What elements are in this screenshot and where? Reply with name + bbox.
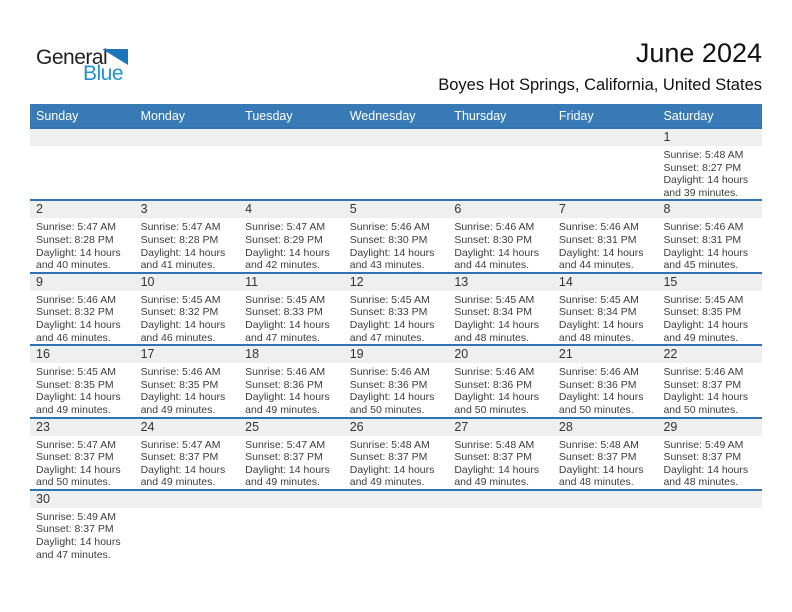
day-detail-line: Daylight: 14 hours <box>245 246 330 259</box>
day-cell-13 <box>448 274 553 344</box>
day-cell-8 <box>657 201 762 271</box>
day-detail-line: Sunrise: 5:46 AM <box>349 366 430 379</box>
day-detail-line: and 44 minutes. <box>558 259 634 272</box>
day-cell-15 <box>657 274 762 344</box>
day-details <box>553 218 658 271</box>
day-number: 8 <box>657 201 762 218</box>
title-block <box>438 38 762 95</box>
day-detail-line: Sunrise: 5:46 AM <box>663 221 744 234</box>
month-title: June 2024 <box>635 38 762 68</box>
day-detail-line: Sunset: 8:33 PM <box>245 306 323 319</box>
day-detail-line: Sunset: 8:28 PM <box>36 233 114 246</box>
day-details <box>344 436 449 489</box>
day-number: 5 <box>344 201 449 218</box>
day-detail-line: and 48 minutes. <box>454 331 530 344</box>
day-number-empty <box>448 129 553 146</box>
day-detail-line: Daylight: 14 hours <box>349 318 435 331</box>
day-details <box>553 146 658 149</box>
day-details <box>553 508 658 511</box>
day-details <box>135 291 240 344</box>
week-row <box>30 127 762 199</box>
day-detail-line: Sunset: 8:37 PM <box>140 451 219 464</box>
day-detail-line: Sunset: 8:32 PM <box>36 306 114 319</box>
day-details <box>30 508 135 561</box>
day-detail-line: and 48 minutes. <box>663 476 739 489</box>
day-cell-14 <box>553 274 658 344</box>
day-details <box>30 218 135 271</box>
weekday-header-row <box>30 104 762 127</box>
weekday-label-monday: Monday <box>140 108 186 123</box>
week-row <box>30 417 762 489</box>
week-row <box>30 489 762 561</box>
day-detail-line: Sunset: 8:35 PM <box>36 378 114 391</box>
day-cell-22 <box>657 346 762 416</box>
day-details <box>30 291 135 344</box>
day-detail-line: Sunrise: 5:45 AM <box>140 293 221 306</box>
weekday-label-friday: Friday <box>558 108 594 123</box>
day-number: 17 <box>135 346 240 363</box>
weekday-label-thursday: Thursday <box>454 108 507 123</box>
day-number: 30 <box>30 491 135 508</box>
day-detail-line: and 47 minutes. <box>36 548 111 561</box>
day-detail-line: and 50 minutes. <box>558 403 634 416</box>
day-detail-line: Sunrise: 5:47 AM <box>36 438 116 451</box>
day-number: 13 <box>448 274 553 291</box>
day-detail-line: Sunset: 8:37 PM <box>349 451 428 464</box>
day-cell-16 <box>30 346 135 416</box>
day-detail-line: and 48 minutes. <box>558 331 634 344</box>
day-cell-9 <box>30 274 135 344</box>
day-number: 27 <box>448 419 553 436</box>
day-details <box>553 291 658 344</box>
day-details <box>30 363 135 416</box>
day-detail-line: Sunset: 8:35 PM <box>663 306 742 319</box>
day-detail-line: Sunrise: 5:45 AM <box>349 293 430 306</box>
weekday-label-tuesday: Tuesday <box>245 108 293 123</box>
empty-day-cell <box>344 129 449 199</box>
day-detail-line: Sunrise: 5:46 AM <box>349 221 430 234</box>
day-details <box>344 508 449 511</box>
weeks-container <box>30 127 762 561</box>
day-detail-line: and 46 minutes. <box>36 331 111 344</box>
day-number: 7 <box>553 201 658 218</box>
empty-day-cell <box>657 491 762 561</box>
day-cell-23 <box>30 419 135 489</box>
day-detail-line: Daylight: 14 hours <box>349 246 435 259</box>
day-number: 15 <box>657 274 762 291</box>
day-detail-line: Sunset: 8:37 PM <box>663 451 742 464</box>
day-details <box>448 508 553 511</box>
day-cell-20 <box>448 346 553 416</box>
day-cell-19 <box>344 346 449 416</box>
day-detail-line: and 40 minutes. <box>36 259 111 272</box>
day-number: 11 <box>239 274 344 291</box>
day-details <box>657 146 762 199</box>
day-cell-29 <box>657 419 762 489</box>
weekday-label-sunday: Sunday <box>36 108 79 123</box>
day-detail-line: and 49 minutes. <box>245 403 320 416</box>
day-detail-line: Sunset: 8:36 PM <box>558 378 637 391</box>
day-detail-line: Sunset: 8:37 PM <box>663 378 742 391</box>
day-detail-line: Sunset: 8:32 PM <box>140 306 219 319</box>
day-details <box>344 146 449 149</box>
day-number: 9 <box>30 274 135 291</box>
day-detail-line: Sunrise: 5:46 AM <box>454 366 535 379</box>
day-detail-line: Daylight: 14 hours <box>140 246 226 259</box>
day-detail-line: Sunrise: 5:46 AM <box>36 293 116 306</box>
day-detail-line: Sunset: 8:29 PM <box>245 233 323 246</box>
day-details <box>657 508 762 511</box>
day-detail-line: and 46 minutes. <box>140 331 216 344</box>
day-number-empty <box>135 129 240 146</box>
empty-day-cell <box>135 491 240 561</box>
day-cell-27 <box>448 419 553 489</box>
day-number: 26 <box>344 419 449 436</box>
day-detail-line: Daylight: 14 hours <box>349 463 435 476</box>
day-details <box>448 363 553 416</box>
day-detail-line: Sunrise: 5:46 AM <box>454 221 535 234</box>
day-detail-line: Daylight: 14 hours <box>454 463 539 476</box>
day-number-empty <box>239 129 344 146</box>
day-detail-line: Sunset: 8:37 PM <box>558 451 637 464</box>
day-detail-line: Sunrise: 5:45 AM <box>245 293 326 306</box>
day-number: 10 <box>135 274 240 291</box>
day-detail-line: and 49 minutes. <box>140 403 216 416</box>
day-details <box>657 436 762 489</box>
day-detail-line: Sunset: 8:31 PM <box>558 233 637 246</box>
day-cell-30 <box>30 491 135 561</box>
day-detail-line: Daylight: 14 hours <box>663 174 749 187</box>
week-row <box>30 344 762 416</box>
day-number-empty <box>344 491 449 508</box>
day-details <box>657 363 762 416</box>
day-detail-line: and 47 minutes. <box>349 331 425 344</box>
day-number: 23 <box>30 419 135 436</box>
calendar-table <box>30 104 762 561</box>
empty-day-cell <box>135 129 240 199</box>
day-details <box>135 218 240 271</box>
day-cell-7 <box>553 201 658 271</box>
day-detail-line: Daylight: 14 hours <box>454 318 539 331</box>
day-detail-line: Sunset: 8:30 PM <box>349 233 428 246</box>
day-number: 22 <box>657 346 762 363</box>
empty-day-cell <box>30 129 135 199</box>
day-detail-line: Daylight: 14 hours <box>454 246 539 259</box>
day-detail-line: Sunset: 8:36 PM <box>454 378 532 391</box>
day-details <box>239 363 344 416</box>
day-number: 19 <box>344 346 449 363</box>
day-detail-line: Daylight: 14 hours <box>36 246 121 259</box>
day-detail-line: and 44 minutes. <box>454 259 530 272</box>
day-cell-2 <box>30 201 135 271</box>
day-details <box>30 146 135 149</box>
day-detail-line: Sunrise: 5:46 AM <box>140 366 221 379</box>
day-detail-line: Sunrise: 5:45 AM <box>663 293 744 306</box>
empty-day-cell <box>239 129 344 199</box>
day-detail-line: Daylight: 14 hours <box>140 318 226 331</box>
day-detail-line: Daylight: 14 hours <box>245 463 330 476</box>
logo-text-general: General <box>36 46 108 69</box>
day-detail-line: and 49 minutes. <box>663 331 739 344</box>
day-detail-line: Sunrise: 5:47 AM <box>140 221 221 234</box>
day-detail-line: Sunset: 8:31 PM <box>663 233 742 246</box>
day-details <box>135 146 240 149</box>
day-detail-line: Sunset: 8:36 PM <box>349 378 428 391</box>
day-detail-line: Sunrise: 5:46 AM <box>558 221 639 234</box>
day-number: 24 <box>135 419 240 436</box>
day-number: 29 <box>657 419 762 436</box>
day-detail-line: Daylight: 14 hours <box>558 463 644 476</box>
day-detail-line: Sunrise: 5:49 AM <box>663 438 744 451</box>
day-details <box>657 291 762 344</box>
day-number: 18 <box>239 346 344 363</box>
day-detail-line: Sunset: 8:37 PM <box>36 523 114 536</box>
day-detail-line: and 39 minutes. <box>663 186 739 199</box>
day-detail-line: Daylight: 14 hours <box>36 318 121 331</box>
day-details <box>344 218 449 271</box>
day-detail-line: Daylight: 14 hours <box>454 391 539 404</box>
day-cell-28 <box>553 419 658 489</box>
day-number: 14 <box>553 274 658 291</box>
day-detail-line: Sunrise: 5:47 AM <box>36 221 116 234</box>
day-number: 28 <box>553 419 658 436</box>
day-number: 2 <box>30 201 135 218</box>
day-details <box>135 363 240 416</box>
day-detail-line: Sunset: 8:37 PM <box>245 451 323 464</box>
day-number-empty <box>344 129 449 146</box>
day-detail-line: Sunset: 8:34 PM <box>558 306 637 319</box>
day-number-empty <box>553 129 658 146</box>
day-cell-26 <box>344 419 449 489</box>
day-details <box>344 363 449 416</box>
day-number: 4 <box>239 201 344 218</box>
day-detail-line: Sunset: 8:34 PM <box>454 306 532 319</box>
empty-day-cell <box>448 491 553 561</box>
day-detail-line: and 43 minutes. <box>349 259 425 272</box>
day-detail-line: Sunrise: 5:46 AM <box>245 366 326 379</box>
day-detail-line: and 50 minutes. <box>454 403 530 416</box>
day-details <box>448 218 553 271</box>
location-subtitle: Boyes Hot Springs, California, United States <box>438 76 762 95</box>
day-details <box>553 363 658 416</box>
empty-day-cell <box>553 491 658 561</box>
day-detail-line: Daylight: 14 hours <box>245 318 330 331</box>
day-detail-line: and 49 minutes. <box>140 476 216 489</box>
day-details <box>657 218 762 271</box>
day-detail-line: and 49 minutes. <box>36 403 111 416</box>
empty-day-cell <box>344 491 449 561</box>
day-number: 25 <box>239 419 344 436</box>
day-cell-6 <box>448 201 553 271</box>
day-number: 16 <box>30 346 135 363</box>
logo-text-blue: Blue <box>83 62 124 85</box>
day-number-empty <box>657 491 762 508</box>
day-number-empty <box>30 129 135 146</box>
day-detail-line: Sunrise: 5:46 AM <box>558 366 639 379</box>
day-detail-line: and 48 minutes. <box>558 476 634 489</box>
day-detail-line: and 45 minutes. <box>663 259 739 272</box>
day-details <box>239 436 344 489</box>
day-detail-line: Daylight: 14 hours <box>349 391 435 404</box>
day-number-empty <box>135 491 240 508</box>
day-number-empty <box>448 491 553 508</box>
day-detail-line: Sunset: 8:30 PM <box>454 233 532 246</box>
day-detail-line: Daylight: 14 hours <box>663 318 749 331</box>
day-cell-18 <box>239 346 344 416</box>
day-detail-line: Sunrise: 5:47 AM <box>245 221 326 234</box>
day-details <box>239 218 344 271</box>
day-detail-line: and 49 minutes. <box>245 476 320 489</box>
day-detail-line: and 50 minutes. <box>349 403 425 416</box>
weekday-label-wednesday: Wednesday <box>349 108 416 123</box>
day-detail-line: Daylight: 14 hours <box>663 463 749 476</box>
day-detail-line: Daylight: 14 hours <box>140 391 226 404</box>
day-detail-line: Sunrise: 5:46 AM <box>663 366 744 379</box>
day-details <box>448 291 553 344</box>
day-detail-line: Sunset: 8:35 PM <box>140 378 219 391</box>
day-detail-line: Sunrise: 5:48 AM <box>454 438 535 451</box>
day-cell-3 <box>135 201 240 271</box>
day-detail-line: Daylight: 14 hours <box>663 391 749 404</box>
day-details <box>239 291 344 344</box>
day-detail-line: Sunset: 8:28 PM <box>140 233 219 246</box>
day-detail-line: Sunrise: 5:49 AM <box>36 510 116 523</box>
empty-day-cell <box>553 129 658 199</box>
day-details <box>239 146 344 149</box>
day-details <box>448 436 553 489</box>
day-detail-line: Sunset: 8:36 PM <box>245 378 323 391</box>
day-detail-line: Sunset: 8:37 PM <box>454 451 532 464</box>
day-detail-line: Sunset: 8:33 PM <box>349 306 428 319</box>
day-number: 20 <box>448 346 553 363</box>
day-detail-line: and 42 minutes. <box>245 259 320 272</box>
week-row <box>30 199 762 271</box>
day-number: 12 <box>344 274 449 291</box>
day-number-empty <box>553 491 658 508</box>
day-detail-line: Daylight: 14 hours <box>558 318 644 331</box>
day-detail-line: Daylight: 14 hours <box>245 391 330 404</box>
day-detail-line: Daylight: 14 hours <box>140 463 226 476</box>
day-detail-line: and 49 minutes. <box>349 476 425 489</box>
week-row <box>30 272 762 344</box>
day-detail-line: Sunrise: 5:47 AM <box>245 438 326 451</box>
day-cell-1 <box>657 129 762 199</box>
day-details <box>344 291 449 344</box>
day-detail-line: Sunrise: 5:48 AM <box>663 149 744 161</box>
day-detail-line: Sunrise: 5:48 AM <box>349 438 430 451</box>
day-detail-line: Sunset: 8:37 PM <box>36 451 114 464</box>
day-cell-11 <box>239 274 344 344</box>
day-detail-line: Sunset: 8:27 PM <box>663 161 742 174</box>
day-cell-5 <box>344 201 449 271</box>
day-detail-line: Daylight: 14 hours <box>663 246 749 259</box>
day-details <box>448 146 553 149</box>
day-detail-line: and 41 minutes. <box>140 259 216 272</box>
day-details <box>239 508 344 511</box>
day-detail-line: Sunrise: 5:47 AM <box>140 438 221 451</box>
empty-day-cell <box>448 129 553 199</box>
day-details <box>135 436 240 489</box>
day-detail-line: Daylight: 14 hours <box>36 536 121 549</box>
day-detail-line: and 47 minutes. <box>245 331 320 344</box>
day-cell-4 <box>239 201 344 271</box>
day-cell-12 <box>344 274 449 344</box>
day-detail-line: Daylight: 14 hours <box>36 391 121 404</box>
day-cell-10 <box>135 274 240 344</box>
day-detail-line: Sunrise: 5:45 AM <box>558 293 639 306</box>
day-cell-17 <box>135 346 240 416</box>
day-detail-line: Sunrise: 5:45 AM <box>454 293 535 306</box>
day-cell-21 <box>553 346 658 416</box>
day-details <box>553 436 658 489</box>
empty-day-cell <box>239 491 344 561</box>
day-cell-25 <box>239 419 344 489</box>
day-detail-line: Daylight: 14 hours <box>558 246 644 259</box>
day-detail-line: and 50 minutes. <box>663 403 739 416</box>
day-details <box>135 508 240 511</box>
day-number: 3 <box>135 201 240 218</box>
day-cell-24 <box>135 419 240 489</box>
day-detail-line: Daylight: 14 hours <box>36 463 121 476</box>
day-number: 6 <box>448 201 553 218</box>
day-detail-line: Sunrise: 5:48 AM <box>558 438 639 451</box>
weekday-label-saturday: Saturday <box>663 108 714 123</box>
day-detail-line: Sunrise: 5:45 AM <box>36 366 116 379</box>
day-number: 1 <box>657 129 762 146</box>
day-detail-line: and 50 minutes. <box>36 476 111 489</box>
general-blue-logo <box>36 46 146 92</box>
day-detail-line: Daylight: 14 hours <box>558 391 644 404</box>
day-number-empty <box>239 491 344 508</box>
day-detail-line: and 49 minutes. <box>454 476 530 489</box>
day-number: 21 <box>553 346 658 363</box>
day-details <box>30 436 135 489</box>
